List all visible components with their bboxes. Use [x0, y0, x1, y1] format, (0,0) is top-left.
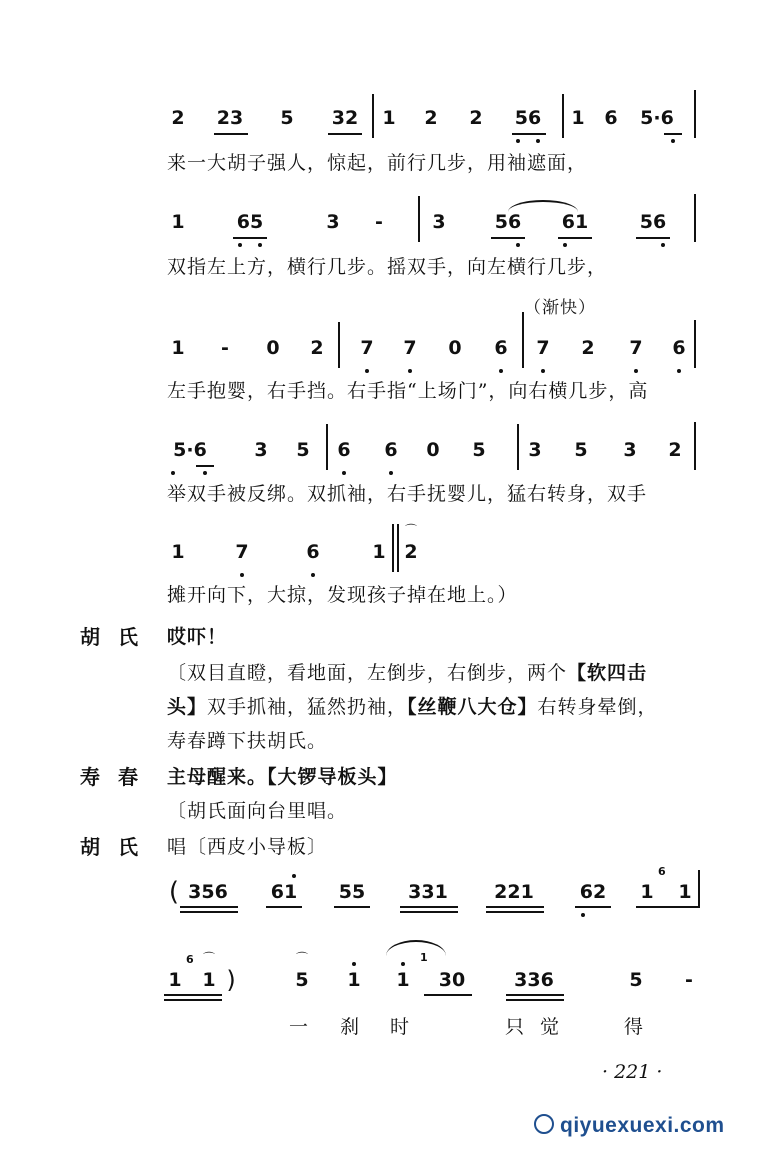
- note: 5: [574, 439, 588, 461]
- note: 5·6: [173, 439, 207, 461]
- note: 23: [216, 107, 244, 129]
- tempo-mark: （渐快）: [524, 298, 596, 318]
- note: 6: [384, 439, 398, 461]
- note: 5: [280, 107, 294, 129]
- instruction-line-1: 来一大胡子强人，惊起，前行几步，用袖遮面，: [167, 152, 588, 174]
- note: 5: [629, 969, 643, 991]
- note: 6: [306, 541, 320, 563]
- note: 7: [403, 337, 417, 359]
- note: 2: [469, 107, 483, 129]
- note: 61: [561, 211, 589, 233]
- stage-direction: 〔双目直瞪，看地面，左倒步，右倒步，两个【软四击: [167, 662, 648, 684]
- note: 1: [343, 968, 365, 992]
- instruction-line-5: 摊开向下，大掠，发现孩子掉在地上。）: [167, 584, 518, 606]
- note: -: [685, 969, 693, 991]
- note: 7: [360, 337, 374, 359]
- instruction-line-4: 举双手被反绑。双抓袖，右手抚婴儿，猛右转身，双手: [167, 483, 648, 505]
- paren: ): [226, 966, 236, 994]
- note: 331: [408, 881, 448, 903]
- paren: (: [168, 877, 180, 907]
- note: 6: [494, 337, 508, 359]
- note: 336: [514, 969, 554, 991]
- note: 6: [337, 439, 351, 461]
- watermark: qiyuexuexi.com: [534, 1114, 725, 1138]
- note: 2: [310, 337, 324, 359]
- dialogue-text: 主母醒来。【大锣导板头】: [167, 766, 398, 788]
- note: 3: [432, 211, 446, 233]
- stage-direction: 〔胡氏面向台里唱。: [167, 800, 348, 822]
- note: 30: [438, 969, 466, 991]
- dialogue-text: 唱〔西皮小导板〕: [167, 836, 328, 858]
- note: -: [375, 211, 383, 233]
- note: 1: [382, 107, 396, 129]
- lyric: 觉: [540, 1016, 561, 1038]
- note: 6: [672, 337, 686, 359]
- notation-row-2: [0, 210, 760, 250]
- role-name: 寿春: [80, 765, 156, 789]
- note: 1 ⌒: [202, 951, 216, 991]
- notation-row-3: [0, 336, 760, 376]
- note: 1: [171, 211, 185, 233]
- note: 2: [668, 439, 682, 461]
- note: 6: [604, 107, 618, 129]
- note: 32: [331, 107, 359, 129]
- role-name: 胡氏: [80, 625, 156, 649]
- note: 1: [678, 881, 692, 903]
- grace-note: 1: [420, 951, 428, 964]
- instruction-line-2: 双指左上方，横行几步。摇双手，向左横行几步，: [167, 256, 608, 278]
- note: 0: [266, 337, 280, 359]
- note: 1: [571, 107, 585, 129]
- note: 5: [472, 439, 486, 461]
- music-note-icon: [534, 1114, 554, 1134]
- note: 2: [424, 107, 438, 129]
- note: 221: [494, 881, 534, 903]
- note: 2 ⌒: [404, 523, 418, 563]
- notation-row-7: [0, 951, 760, 1008]
- lyric: 得: [624, 1016, 645, 1038]
- note: 7: [536, 337, 550, 359]
- note: 65: [236, 211, 264, 233]
- lyric: 时: [390, 1016, 411, 1038]
- note: 1: [168, 969, 182, 991]
- note: 1: [171, 337, 185, 359]
- note: 3: [623, 439, 637, 461]
- note: 1: [372, 541, 386, 563]
- lyric: 只: [505, 1016, 526, 1038]
- note: 2: [581, 337, 595, 359]
- notation-row-5: [0, 523, 760, 580]
- note: 5·6: [640, 107, 674, 129]
- notation-row-4: [0, 438, 760, 478]
- lyric: 刹: [340, 1016, 361, 1038]
- note: 5: [296, 439, 310, 461]
- page-number: · 221 ·: [602, 1061, 663, 1083]
- stage-direction: 寿春蹲下扶胡氏。: [167, 730, 328, 752]
- note: 62: [579, 881, 607, 903]
- note: 0: [426, 439, 440, 461]
- note: 55: [338, 881, 366, 903]
- note: 5 ⌒: [295, 951, 309, 991]
- note: 56: [494, 211, 522, 233]
- note: 7: [629, 337, 643, 359]
- role-name: 胡氏: [80, 835, 156, 859]
- note: 0: [448, 337, 462, 359]
- note: 1: [640, 881, 654, 903]
- note: 7: [235, 541, 249, 563]
- note: 56: [639, 211, 667, 233]
- note: 2: [171, 107, 185, 129]
- stage-direction: 头】双手抓袖，猛然扔袖，【丝鞭八大仓】右转身晕倒，: [167, 696, 658, 718]
- note: 1: [171, 541, 185, 563]
- note: 3: [326, 211, 340, 233]
- grace-note: 6: [186, 953, 194, 966]
- grace-note: 6: [658, 865, 666, 878]
- lyric: 一: [289, 1016, 310, 1038]
- note: 1: [392, 968, 414, 992]
- note: 56: [514, 107, 542, 129]
- note: 356: [188, 881, 228, 903]
- dialogue-text: 哎吓！: [167, 626, 228, 648]
- notation-row-1: [0, 106, 760, 146]
- note: 3: [528, 439, 542, 461]
- instruction-line-3: 左手抱婴，右手挡。右手指“上场门”，向右横几步，高: [167, 380, 649, 402]
- note: -: [221, 337, 229, 359]
- note: 61: [270, 881, 298, 903]
- notation-row-6: [0, 865, 760, 920]
- note: 3: [254, 439, 268, 461]
